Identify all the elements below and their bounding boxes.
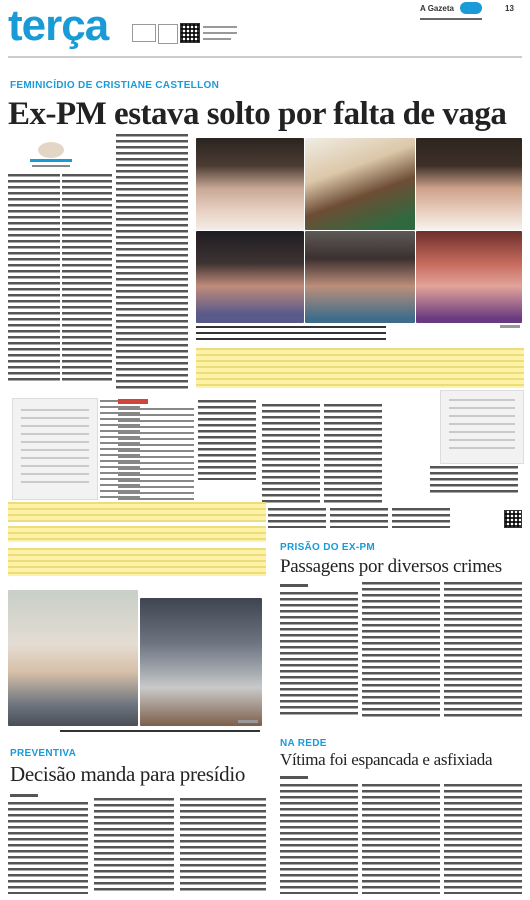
article-4-kicker: NA REDE bbox=[280, 738, 327, 749]
victim-photo bbox=[305, 231, 415, 323]
document-image bbox=[12, 398, 98, 500]
qr-code-icon bbox=[180, 23, 200, 43]
body-column bbox=[116, 134, 188, 392]
phone-icon bbox=[158, 24, 178, 44]
masthead-line bbox=[203, 26, 237, 28]
body-column bbox=[62, 174, 112, 384]
qr-code-icon bbox=[504, 510, 522, 528]
main-headline: Ex-PM estava solto por falta de vaga bbox=[8, 96, 507, 132]
article-3-title: Decisão manda para presídio bbox=[10, 762, 246, 786]
body-column bbox=[118, 408, 194, 500]
body-column bbox=[280, 784, 358, 894]
sidebar-label bbox=[118, 399, 148, 404]
author-avatar bbox=[38, 142, 64, 158]
date-line bbox=[420, 18, 482, 20]
body-column bbox=[392, 508, 450, 528]
body-column bbox=[8, 802, 88, 894]
body-column bbox=[362, 582, 440, 718]
byline bbox=[10, 794, 38, 797]
byline bbox=[280, 776, 308, 779]
body-column bbox=[198, 400, 256, 480]
body-column bbox=[180, 798, 266, 894]
body-column bbox=[444, 784, 522, 894]
photo-caption bbox=[60, 730, 260, 736]
photo-credit bbox=[500, 325, 520, 328]
main-kicker: FEMINICÍDIO DE CRISTIANE CASTELLON bbox=[10, 80, 220, 91]
page-number: 13 bbox=[505, 4, 514, 13]
article-2-title: Passagens por diversos crimes bbox=[280, 556, 502, 577]
suspect-photo bbox=[140, 598, 262, 726]
masthead-rule bbox=[8, 56, 522, 58]
body-column bbox=[444, 582, 522, 718]
highlighted-text bbox=[8, 526, 266, 542]
body-column bbox=[362, 784, 440, 894]
highlighted-text bbox=[196, 348, 524, 388]
photo-caption bbox=[196, 326, 386, 344]
body-column bbox=[430, 466, 518, 496]
victim-photo bbox=[196, 138, 304, 230]
document-image bbox=[440, 390, 524, 464]
article-3-kicker: PREVENTIVA bbox=[10, 748, 77, 759]
masthead-line bbox=[203, 32, 237, 34]
body-column bbox=[8, 174, 60, 384]
body-column bbox=[262, 404, 320, 504]
body-column bbox=[280, 592, 358, 718]
highlighted-text bbox=[8, 502, 266, 522]
byline bbox=[280, 584, 308, 587]
author-role bbox=[32, 165, 70, 167]
body-column bbox=[324, 404, 382, 504]
article-4-title: Vítima foi espancada e asfixiada bbox=[280, 750, 493, 769]
brand-name: A Gazeta bbox=[420, 4, 454, 13]
author-name bbox=[30, 159, 72, 162]
day-title: terça bbox=[8, 1, 109, 50]
victim-photo bbox=[416, 138, 522, 230]
body-column bbox=[94, 798, 174, 894]
logo-box bbox=[132, 24, 156, 42]
brand-logo-icon bbox=[460, 2, 482, 14]
article-2-kicker: PRISÃO DO EX-PM bbox=[280, 542, 376, 553]
masthead-line bbox=[203, 38, 231, 40]
body-column bbox=[268, 508, 326, 528]
victim-photo bbox=[305, 138, 415, 230]
photo-credit bbox=[238, 720, 258, 723]
highlighted-text bbox=[8, 548, 266, 576]
body-column bbox=[330, 508, 388, 528]
victim-photo bbox=[416, 231, 522, 323]
victim-photo bbox=[196, 231, 304, 323]
suspect-photo bbox=[8, 590, 138, 726]
